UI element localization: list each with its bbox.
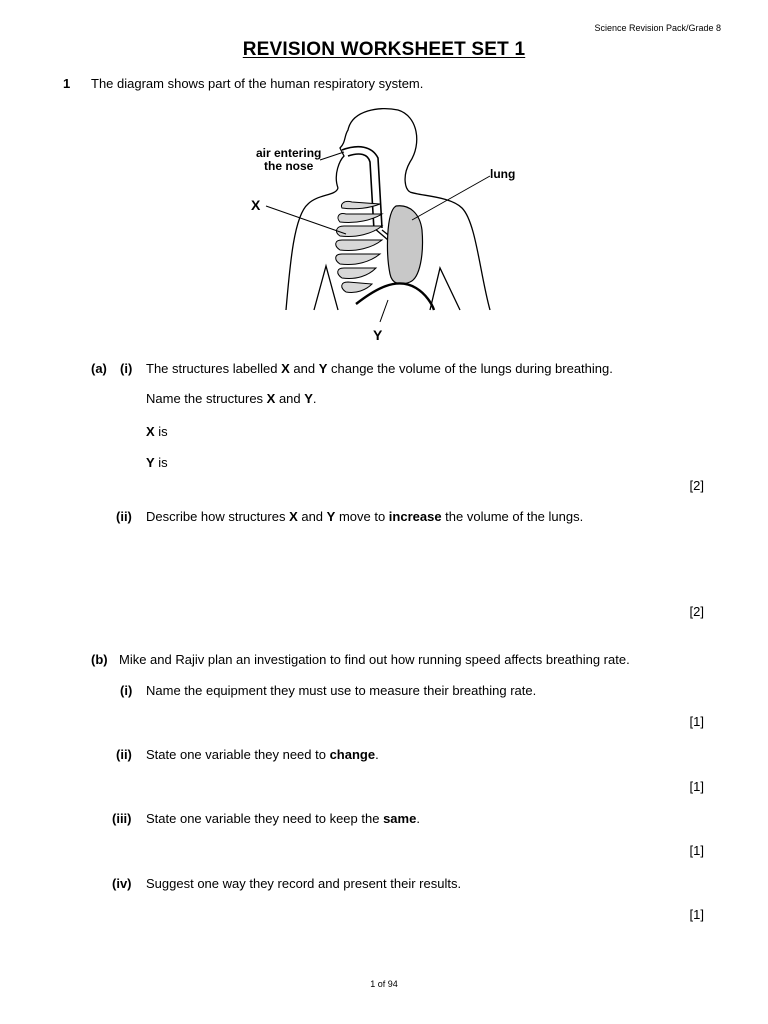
label-air-line1: air entering	[256, 146, 322, 160]
label-air-line2: the nose	[264, 159, 314, 173]
part-a-i-instruction: Name the structures X and Y.	[146, 391, 317, 406]
marks-b-iii: [1]	[689, 843, 704, 858]
answer-y-prompt[interactable]: Y is	[146, 455, 168, 470]
part-a-ii-label: (ii)	[116, 509, 132, 524]
pack-header: Science Revision Pack/Grade 8	[594, 23, 721, 33]
part-b-label: (b)	[91, 652, 108, 667]
label-x: X	[251, 197, 261, 213]
part-a-i-text: The structures labelled X and Y change the volume of the lungs during breathing.	[146, 361, 613, 376]
marks-b-i: [1]	[689, 714, 704, 729]
part-b-ii-text: State one variable they need to change.	[146, 747, 379, 762]
respiratory-diagram	[240, 104, 520, 346]
question-number: 1	[63, 76, 71, 91]
part-a-i-label: (i)	[120, 361, 133, 376]
air-pointer-line	[320, 152, 344, 160]
label-lung: lung	[490, 167, 516, 181]
page-number: 1 of 94	[370, 979, 398, 989]
part-b-i-label: (i)	[120, 683, 133, 698]
worksheet-title: REVISION WORKSHEET SET 1	[242, 39, 526, 60]
part-b-i-text: Name the equipment they must use to measure their breathing rate.	[146, 683, 537, 698]
worksheet-title-wrap	[0, 39, 768, 61]
ribcage	[336, 201, 382, 292]
part-a-label: (a)	[91, 361, 107, 376]
y-pointer-line	[380, 300, 388, 322]
part-b-iii-label: (iii)	[112, 811, 132, 826]
answer-x-prompt[interactable]: X is	[146, 424, 168, 439]
arm-left-line	[314, 266, 338, 310]
part-b-intro: Mike and Rajiv plan an investigation to find out how running speed affects breathing rate.	[119, 652, 630, 667]
part-b-iii-text: State one variable they need to keep the same.	[146, 811, 420, 826]
marks-b-ii: [1]	[689, 779, 704, 794]
arm-right-line	[430, 268, 460, 310]
head-outline	[336, 109, 416, 192]
label-y: Y	[373, 327, 383, 343]
marks-b-iv: [1]	[689, 907, 704, 922]
torso-left	[286, 188, 338, 310]
part-b-iv-label: (iv)	[112, 876, 132, 891]
marks-a-ii: [2]	[689, 604, 704, 619]
lung-pointer-line	[412, 176, 490, 220]
answer-area-a-ii[interactable]	[146, 530, 704, 598]
marks-a-i: [2]	[689, 478, 704, 493]
x-pointer-line	[266, 206, 346, 234]
part-a-ii-text: Describe how structures X and Y move to increase the volume of the lungs.	[146, 509, 584, 524]
question-intro: The diagram shows part of the human respiratory system.	[91, 76, 424, 91]
part-b-iv-text: Suggest one way they record and present their results.	[146, 876, 462, 891]
part-b-ii-label: (ii)	[116, 747, 132, 762]
